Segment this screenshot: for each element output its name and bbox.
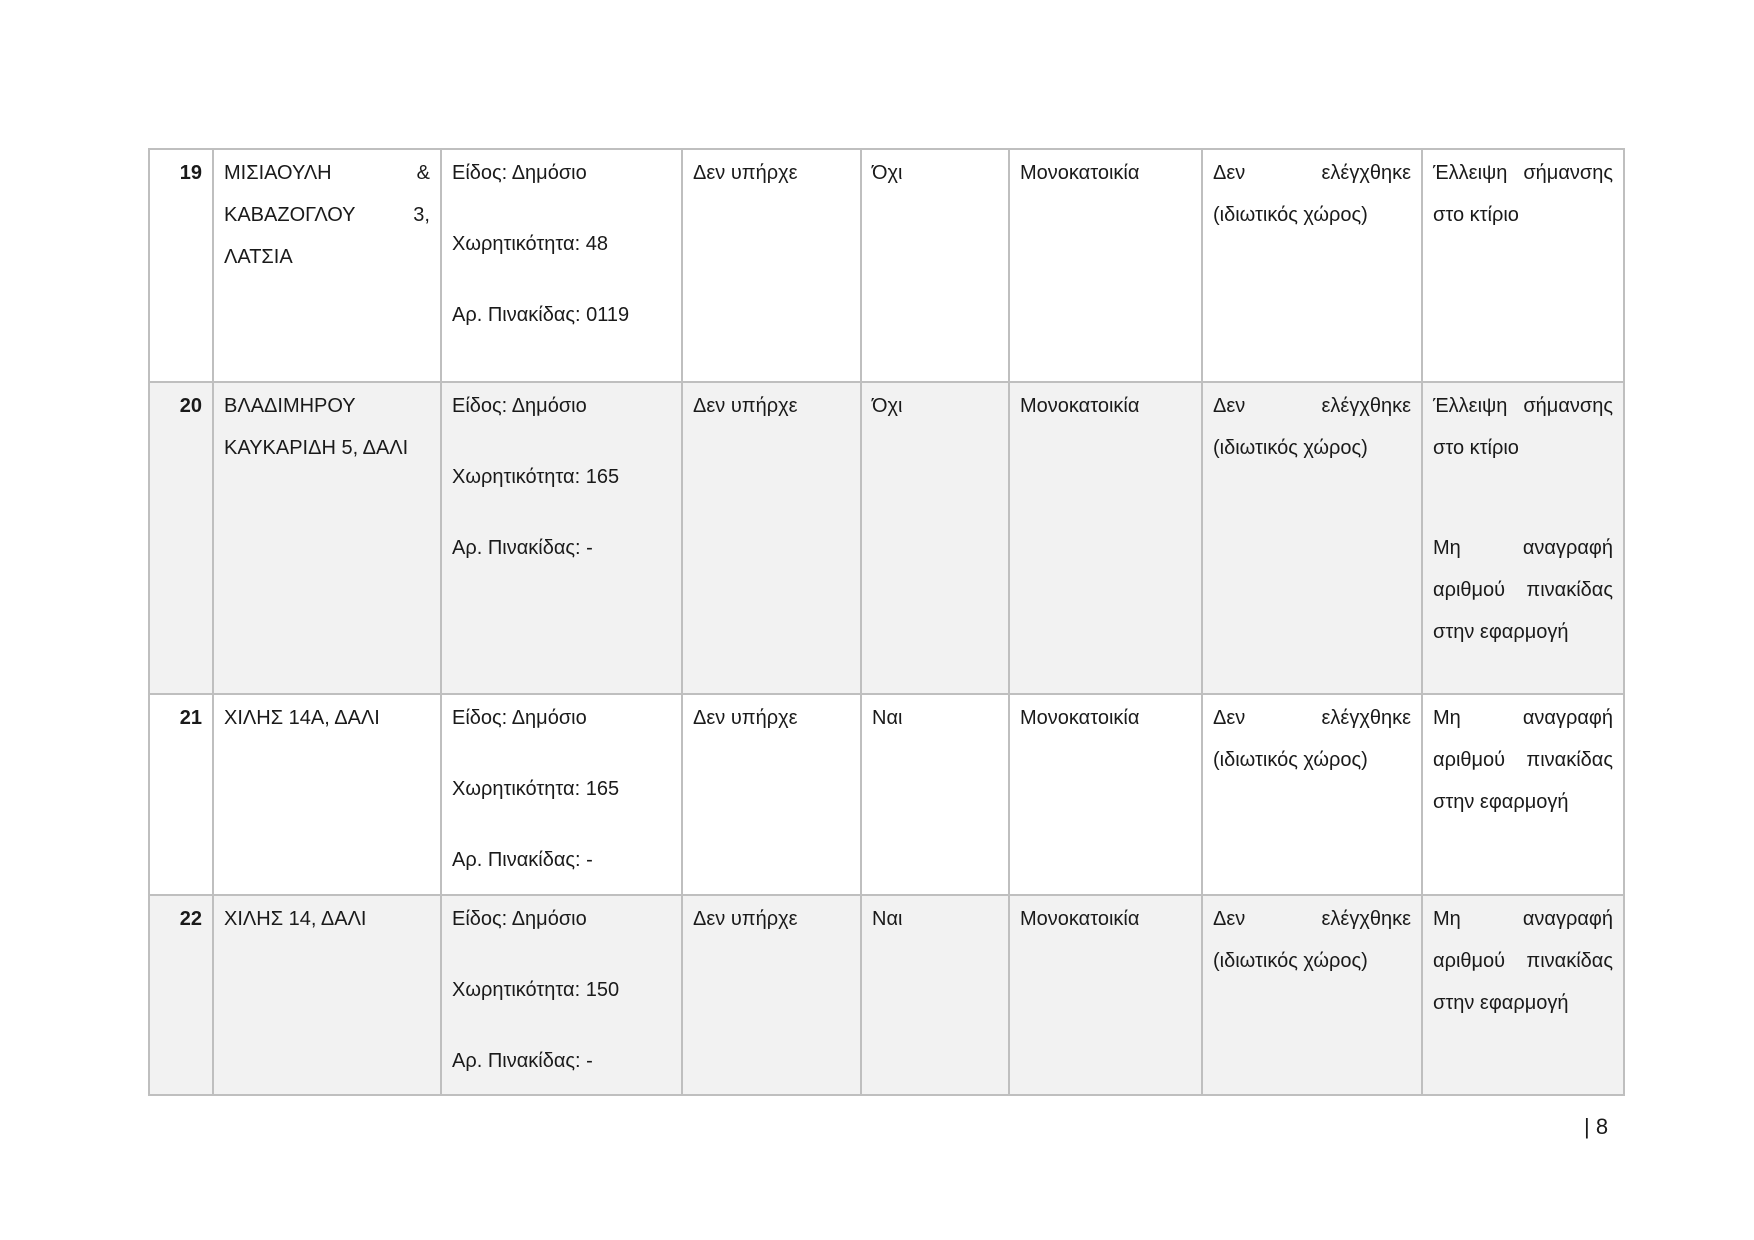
cell-col4: Όχι <box>861 382 1009 694</box>
cell-col6: Δεν ελέγχθηκε (ιδιωτικός χώρος) <box>1202 694 1422 895</box>
type-text: Είδος: Δημόσιο <box>452 707 587 729</box>
records-table <box>148 148 1625 1096</box>
type-text: Είδος: Δημόσιο <box>452 908 587 930</box>
capacity-text: Χωρητικότητα: 165 <box>452 778 620 800</box>
remarks-cell <box>1422 694 1624 895</box>
capacity-text: Χωρητικότητα: 165 <box>452 466 620 488</box>
plate-text: Αρ. Πινακίδας: - <box>452 1050 593 1072</box>
cell-col3: Δεν υπήρχε <box>682 694 861 895</box>
remark-text: Μη αναγραφή αριθμού πινακίδας στην εφαρμογή <box>1433 908 1613 1014</box>
address-cell: ΧΙΛΗΣ 14, ΔΑΛΙ <box>213 895 441 1095</box>
cell-col3: Δεν υπήρχε <box>682 382 861 694</box>
address-cell: ΜΙΣΙΑΟΥΛΗ & ΚΑΒΑΖΟΓΛΟΥ 3, ΛΑΤΣΙΑ <box>213 149 441 382</box>
cell-col3: Δεν υπήρχε <box>682 149 861 382</box>
type-text: Είδος: Δημόσιο <box>452 395 587 417</box>
row-number: 19 <box>149 149 213 382</box>
cell-col3: Δεν υπήρχε <box>682 895 861 1095</box>
remarks-cell <box>1422 895 1624 1095</box>
cell-col5: Μονοκατοικία <box>1009 694 1202 895</box>
details-cell <box>441 895 682 1095</box>
table-row <box>149 694 1624 895</box>
cell-col5: Μονοκατοικία <box>1009 382 1202 694</box>
details-cell <box>441 382 682 694</box>
cell-col4: Ναι <box>861 694 1009 895</box>
remark-text-secondary: Μη αναγραφή αριθμού πινακίδας στην εφαρμογή <box>1433 537 1613 643</box>
details-cell <box>441 149 682 382</box>
type-text: Είδος: Δημόσιο <box>452 162 587 184</box>
plate-text: Αρ. Πινακίδας: 0119 <box>452 304 630 326</box>
remark-text: Μη αναγραφή αριθμού πινακίδας στην εφαρμογή <box>1433 707 1613 813</box>
table-row <box>149 895 1624 1095</box>
table-row <box>149 149 1624 382</box>
cell-col4: Ναι <box>861 895 1009 1095</box>
remark-text: Έλλειψη σήμανσης στο κτίριο <box>1433 162 1613 226</box>
address-cell: ΧΙΛΗΣ 14Α, ΔΑΛΙ <box>213 694 441 895</box>
details-cell <box>441 694 682 895</box>
plate-text: Αρ. Πινακίδας: - <box>452 537 593 559</box>
cell-col6: Δεν ελέγχθηκε (ιδιωτικός χώρος) <box>1202 149 1422 382</box>
table-row <box>149 382 1624 694</box>
cell-col6: Δεν ελέγχθηκε (ιδιωτικός χώρος) <box>1202 895 1422 1095</box>
plate-text: Αρ. Πινακίδας: - <box>452 849 593 871</box>
remark-text: Έλλειψη σήμανσης στο κτίριο <box>1433 395 1613 459</box>
row-number: 22 <box>149 895 213 1095</box>
cell-col5: Μονοκατοικία <box>1009 149 1202 382</box>
address-cell: ΒΛΑΔΙΜΗΡΟΥ ΚΑΥΚΑΡΙΔΗ 5, ΔΑΛΙ <box>213 382 441 694</box>
row-number: 21 <box>149 694 213 895</box>
cell-col5: Μονοκατοικία <box>1009 895 1202 1095</box>
cell-col4: Όχι <box>861 149 1009 382</box>
capacity-text: Χωρητικότητα: 150 <box>452 979 620 1001</box>
capacity-text: Χωρητικότητα: 48 <box>452 233 608 255</box>
remarks-cell <box>1422 382 1624 694</box>
row-number: 20 <box>149 382 213 694</box>
remarks-cell <box>1422 149 1624 382</box>
page-number: | 8 <box>1584 1114 1609 1139</box>
cell-col6: Δεν ελέγχθηκε (ιδιωτικός χώρος) <box>1202 382 1422 694</box>
